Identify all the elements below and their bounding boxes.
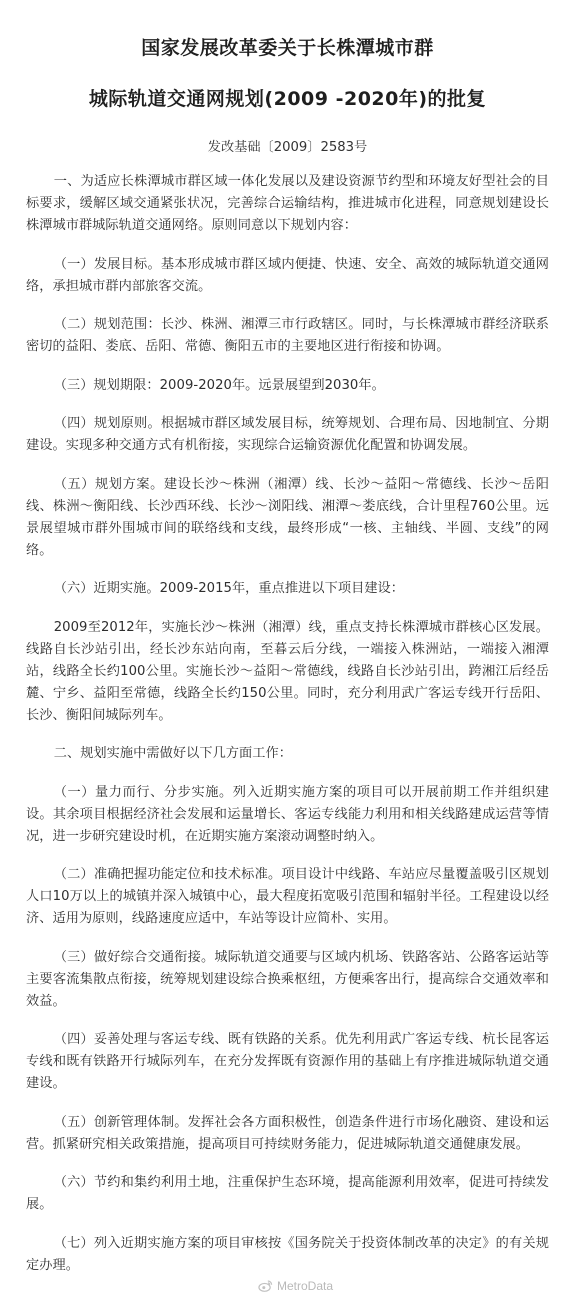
paragraph: 一、为适应长株潭城市群区域一体化发展以及建设资源节约型和环境友好型社会的目标要求，缓解区域交通紧张状况，完善综合运输结构，推进城市化进程，同意规划建设长株潭城市群城际轨道交通网络。原则同意以下规划内容： [26, 174, 549, 233]
paragraph: （二）规划范围：长沙、株洲、湘潭三市行政辖区。同时，与长株潭城市群经济联系密切的益阳、娄底、岳阳、常德、衡阳五市的主要地区进行衔接和协调。 [26, 317, 549, 354]
document-body [26, 171, 549, 1277]
paragraph: （五）创新管理体制。发挥社会各方面积极性，创造条件进行市场化融资、建设和运营。抓紧研究相关政策措施，提高项目可持续财务能力，促进城际轨道交通健康发展。 [26, 1114, 549, 1152]
paragraph: （六）节约和集约利用土地，注重保护生态环境，提高能源利用效率，促进可持续发展。 [26, 1175, 549, 1212]
document-number: 发改基础〔2009〕2583号 [207, 140, 368, 155]
paragraph: （五）规划方案。建设长沙～株洲（湘潭）线、长沙～益阳～常德线、长沙～岳阳线、株洲～衡阳线、长沙西环线、长沙～浏阳线、湘潭～娄底线，合计里程760公里。远景展望城市群外围城市间的联络线和支线，最终形成“一核、主轴线、半圆、支线”的网络。 [26, 476, 549, 558]
weibo-icon [258, 1278, 273, 1293]
watermark-text: MetroData [277, 1279, 334, 1293]
document-title-line-1: 国家发展改革委关于长株潭城市群 [141, 37, 434, 59]
paragraph: （二）准确把握功能定位和技术标准。项目设计中线路、车站应尽量覆盖吸引区规划人口10万以上的城镇并深入城镇中心，最大程度拓宽吸引范围和辐射半径。工程建设以经济、适用为原则，线路速度应适中，车站等设计应简朴、实用。 [26, 867, 549, 926]
paragraph: 二、规划实施中需做好以下几方面工作： [53, 746, 292, 761]
paragraph: （四）妥善处理与客运专线、既有铁路的关系。优先利用武广客运专线、杭长昆客运专线和既有铁路开行城际列车，在充分发挥既有资源作用的基础上有序推进城际轨道交通建设。 [26, 1032, 549, 1091]
paragraph: （七）列入近期实施方案的项目审核按《国务院关于投资体制改革的决定》的有关规定办理。 [26, 1235, 549, 1273]
paragraph: （三）做好综合交通衔接。城际轨道交通要与区域内机场、铁路客站、公路客运站等主要客流集散点衔接，统筹规划建设综合换乘枢纽，方便乘客出行，提高综合交通效率和效益。 [26, 949, 549, 1009]
paragraph: （一）量力而行、分步实施。列入近期实施方案的项目可以开展前期工作并组织建设。其余项目根据经济社会发展和运量增长、客运专线能力利用和相关线路建成运营等情况，进一步研究建设时机，在近期实施方案滚动调整时纳入。 [26, 784, 549, 844]
paragraph: （四）规划原则。根据城市群区域发展目标，统筹规划、合理布局、因地制宜、分期建设。实现多种交通方式有机衔接，实现综合运输资源优化配置和协调发展。 [26, 416, 549, 453]
paragraph: （六）近期实施。2009-2015年，重点推进以下项目建设： [53, 581, 405, 596]
paragraph: 2009至2012年，实施长沙～株洲（湘潭）线，重点支持长株潭城市群核心区发展。线路自长沙站引出，经长沙东站向南，至暮云后分线，一端接入株洲站，一端接入湘潭站，线路全长约100公里。实施长沙～益阳～常德线，线路自长沙站引出，跨湘江后经岳麓、宁乡、益阳至常德，线路全长约150公里。同时，充分利用武广客运专线开行岳阳、长沙、衡阳间城际列车。 [26, 619, 549, 723]
paragraph: （一）发展目标。基本形成城市群区域内便捷、快速、安全、高效的城际轨道交通网络，承担城市群内部旅客交流。 [26, 256, 549, 294]
document-title-line-2: 城际轨道交通网规划(2009 -2020年)的批复 [88, 88, 487, 110]
paragraph: （三）规划期限：2009-2020年。远景展望到2030年。 [53, 377, 385, 393]
